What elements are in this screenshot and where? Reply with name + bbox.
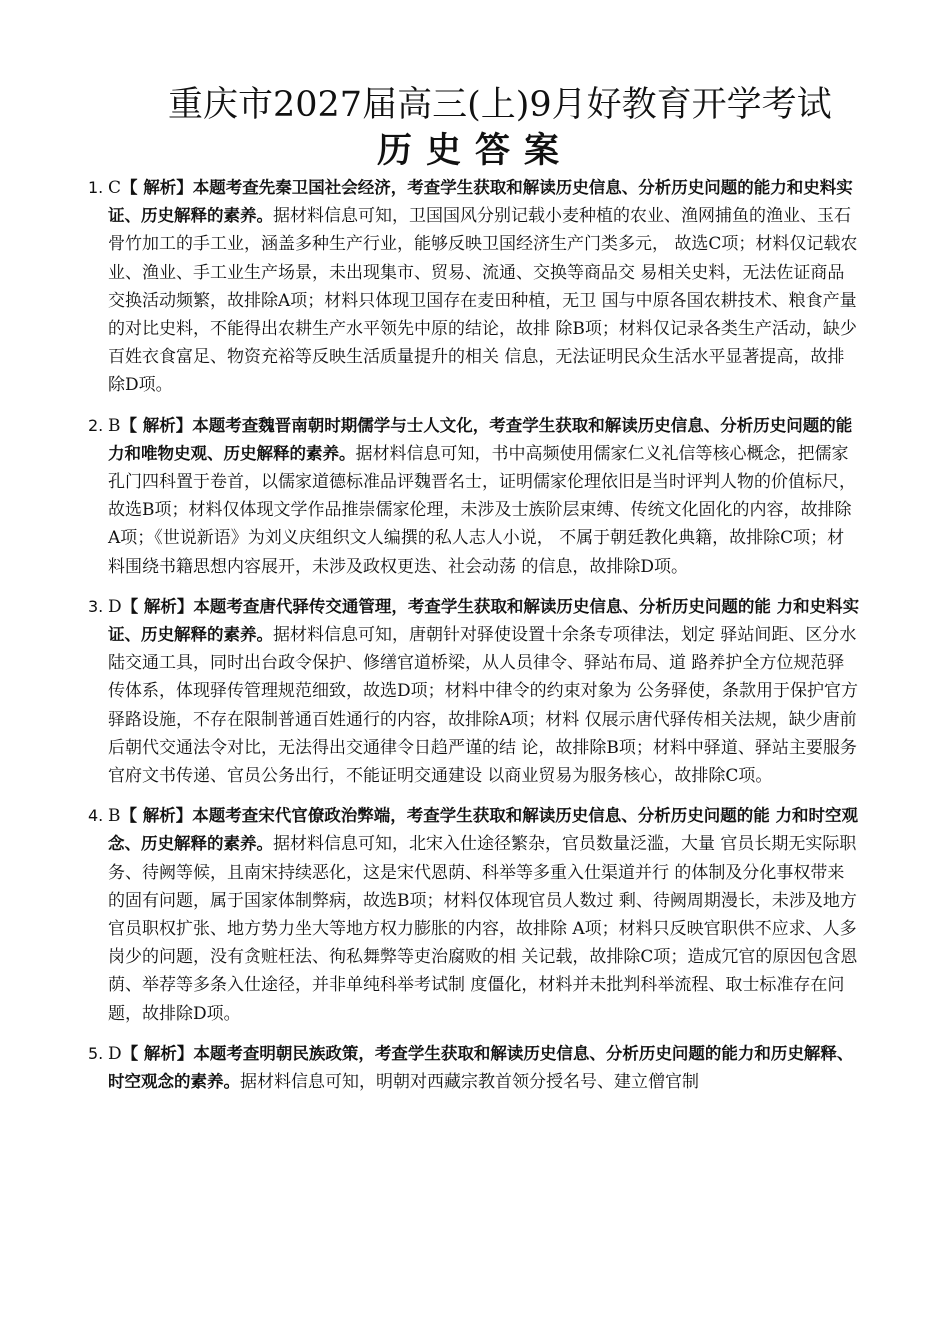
question-number: 5. <box>88 1043 104 1063</box>
analysis-lead: 【 解析】本题考查先秦卫国社会经济，考查学生获取和解读历史信息、分析历史问题的能力和史料实证、历史解释的素养。 <box>108 178 853 226</box>
analysis-lead: 【 解析】本题考查明朝民族政策，考查学生获取和解读历史信息、分析历史问题的能力和历史解释、时空观念的素养。 <box>108 1043 854 1092</box>
question-number: 1. <box>88 178 104 197</box>
analysis-body: 据材料信息可知，唐朝针对驿使设置十余条专项律法，划定 驿站间距、区分水陆交通工具，同时出台政令保护、修缮官道桥梁，从人员律令、驿站布局、道 路养护全方位规范驿传体系，体现驿传管理规范细致，故选D项；材料中律令的约束对象为 公务驿使，条款用于保护官方驿路设施，不存在限制普通百姓通行的内容，故排除A项；材料 仅展示唐代驿传相关法规，缺少唐前后朝代交通法令对比，无法得出交通律令日趋严谨的结 论，故排除B项；材料中驿道、驿站主要服务官府文书传递、官员公务出行，不能证明交通建设 以商业贸易为服务核心，故排除C项。 <box>108 625 859 787</box>
analysis-body: 据材料信息可知，书中高频使用儒家仁义礼信等核心概念，把儒家孔门四科置于卷首，以儒家道德标准品评魏晋名士，证明儒家伦理依旧是当时评判人物的价值标尺，故选B项；材料仅体现文学作品推崇儒家伦理，未涉及士族阶层束缚、传统文化固化的内容，故排除A项；《世说新语》为刘义庆组织文人编撰的私人志人小说， 不属于朝廷教化典籍，故排除C项；材料围绕书籍思想内容展开，未涉及政权更迭、社会动荡 的信息，故排除D项。 <box>108 443 856 577</box>
analysis-lead: 【 解析】本题考查唐代驿传交通管理，考查学生获取和解读历史信息、分析历史问题的能 力和史料实证、历史解释的素养。 <box>108 596 860 645</box>
analysis-lead: 【 解析】本题考查宋代官僚政治弊端，考查学生获取和解读历史信息、分析历史问题的能 力和时空观念、历史解释的素养。 <box>108 806 858 854</box>
answer-item <box>88 802 860 1028</box>
analysis-lead: 【 解析】本题考查魏晋南朝时期儒学与士人文化，考查学生获取和解读历史信息、分析历史问题的能力和唯物史观、历史解释的素养。 <box>108 415 853 463</box>
question-number: 4. <box>88 806 104 826</box>
analysis-body: 据材料信息可知，明朝对西藏宗教首领分授名号、建立僧官制 <box>240 1072 699 1093</box>
answer-item <box>88 593 860 790</box>
answer-choice: D <box>108 1043 122 1064</box>
answer-choice: B <box>108 415 121 436</box>
question-number: 3. <box>88 596 104 616</box>
exam-title: 重庆市2027届高三(上)9月好教育开学考试 <box>168 85 832 125</box>
answer-choice: B <box>108 806 121 827</box>
answer-item <box>88 174 860 400</box>
analysis-body: 据材料信息可知，北宋入仕途径繁杂，官员数量泛滥，大量 官员长期无实际职务、待阙等候，且南宋持续恶化，这是宋代恩荫、科举等多重入仕渠道并行 的体制及分化事权带来的固有问题，属于国家体制弊病，故选B项；材料仅体现官员人数过 剩、待阙周期漫长，未涉及地方官员职权扩张、地方势力坐大等地方权力膨胀的内容，故排除 A项；材料只反映官职供不应求、人多岗少的问题，没有贪赃枉法、徇私舞弊等吏治腐败的相 关记载，故排除C项；造成冗官的原因包含恩荫、举荐等多条入仕途径，并非单纯科举考试制 度僵化，材料并未批判科举流程、取士标准存在问题，故排除D项。 <box>108 834 858 1024</box>
answer-item <box>88 412 860 581</box>
answer-subtitle: 历史答案 <box>376 131 573 171</box>
question-number: 2. <box>88 415 104 435</box>
answer-choice: C <box>108 178 122 198</box>
answer-choice: D <box>108 596 122 617</box>
analysis-body: 据材料信息可知，卫国国风分别记载小麦种植的农业、渔网捕鱼的渔业、玉石骨竹加工的手工业，涵盖多种生产行业，能够反映卫国经济生产门类多元， 故选C项；材料仅记载农业、渔业、手工业生产场景，未出现集市、贸易、流通、交换等商品交 易相关史料，无法佐证商品交换活动频繁，故排除A项；材料只体现卫国存在麦田种植，无卫 国与中原各国农耕技术、粮食产量的对比史料，不能得出农耕生产水平领先中原的结论，故排 除B项；材料仅记录各类生产活动，缺少百姓衣食富足、物资充裕等反映生活质量提升的相关 信息，无法证明民众生活水平显著提高，故排除D项。 <box>108 206 858 396</box>
answer-item <box>88 1040 860 1096</box>
answer-list <box>88 174 860 1108</box>
